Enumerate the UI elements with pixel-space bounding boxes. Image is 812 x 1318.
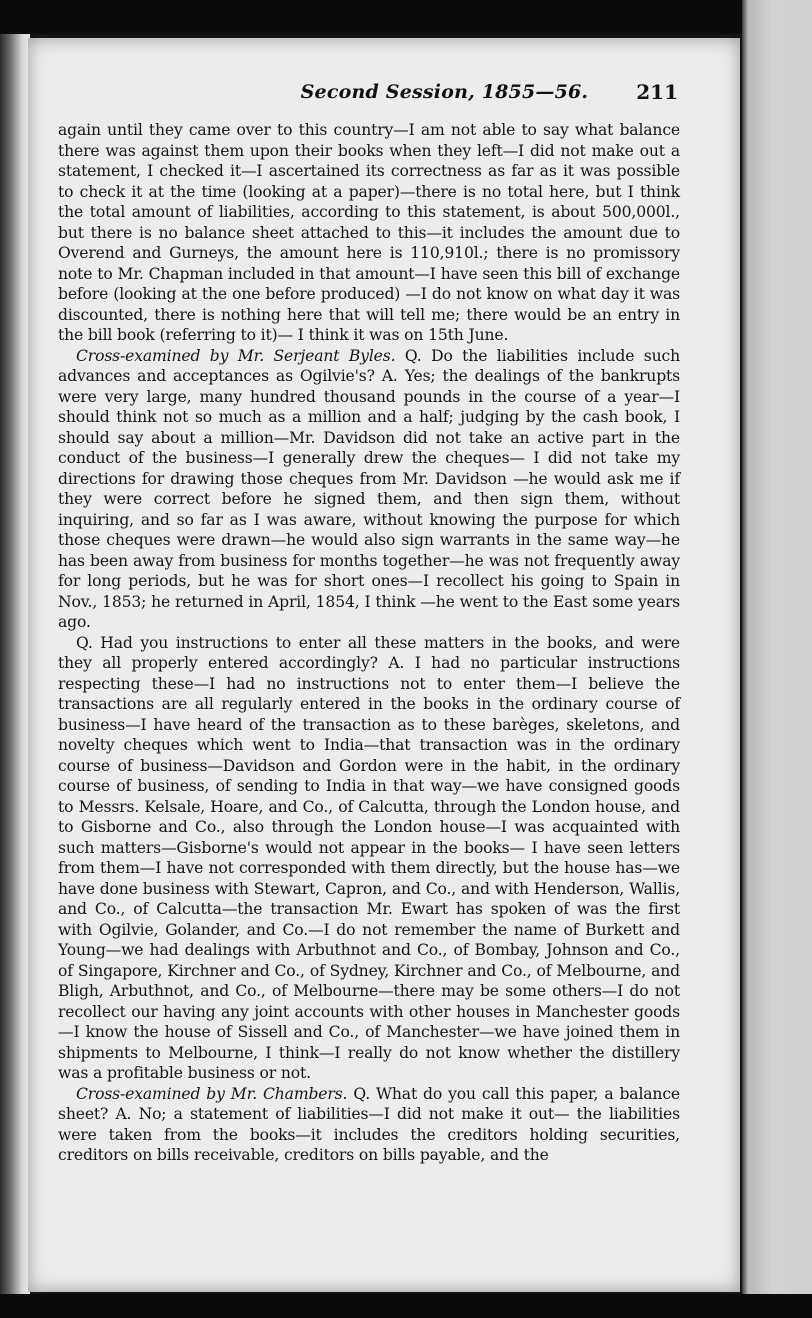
paragraph-1 (58, 120, 680, 346)
facing-page-edge (0, 34, 30, 1294)
paragraph-4 (58, 1084, 680, 1166)
scan-border-right (742, 0, 812, 1318)
paragraph-4-lead: Cross-examined by Mr. Chambers. (76, 1084, 348, 1103)
scan-border-top (0, 0, 812, 34)
paragraph-2-text: Q. Do the liabilities include such advances and acceptances as Ogilvie's? A. Yes; the dealings of the bankrupts were very large, many hundred thousand pounds in the course of a year—I should think not so much as a million and a half; judging by the cash book, I should say about a million—Mr. Davidson did not take an active part in the conduct of the business—I generally drew the cheques— I did not take my directions for drawing those cheques from Mr. Davidson —he would ask me if they were correct before he signed them, and then sign them, without inquiring, and so far as I was aware, without knowing the purpose for which those cheques were drawn—he would also sign warrants in the same way—he has been away from business for months together—he was not frequently away for long periods, but he was for short ones—I recollect his going to Spain in Nov., 1853; he returned in April, 1854, I think —he went to the East some years ago. (58, 346, 681, 631)
body-text (58, 120, 680, 1166)
running-head: Second Session, 1855—56. (300, 81, 589, 103)
paragraph-1-text: again until they came over to this country—I am not able to say what balance there was against them upon their books when they left—I did not make out a statement, I checked it—I ascertained its correctness as far as it was possible to check it at the time (looking at a paper)—there is no total here, but I think the total amount of liabilities, according to this statement, is about 500,000l., but there is no balance sheet attached to this—it includes the amount due to Overend and Gurneys, the amount here is 110,910l.; there is no promissory note to Mr. Chapman included in that amount—I have seen this bill of exchange before (looking at the one before produced) —I do not know on what day it was discounted, there is nothing here that will tell me; there would be an entry in the bill book (referring to it)— I think it was on 15th June. (58, 121, 680, 344)
paragraph-3 (58, 633, 680, 1084)
paragraph-4-text: Q. What do you call this paper, a balance sheet? A. No; a statement of liabilities—I did not make it out— the liabilities were taken from the books—it includes the creditors holding securities, creditors on bills receivable, creditors on bills payable, and the (58, 1084, 680, 1164)
scan-border-bottom (0, 1294, 812, 1318)
page-number: 211 (636, 80, 678, 104)
paragraph-3-text: Q. Had you instructions to enter all these matters in the books, and were they all properly entered accordingly? A. I had no particular instructions respecting these—I had no instructions not to enter them—I believe the transactions are all regularly entered in the books in the ordinary course of business—I have heard of the transaction as to these barèges, skeletons, and novelty cheques which went to India—that transaction was in the ordinary course of business—Davidson and Gordon were in the habit, in the ordinary course of business, of sending to India in that way—we have consigned goods to Messrs. Kelsale, Hoare, and Co., of Calcutta, through the London house, and to Gisborne and Co., also through the London house—I was acquainted with such matters—Gisborne's would not appear in the books— I have seen letters from them—I have not corresponded with them directly, but the house has—we have done business with Stewart, Capron, and Co., and with Henderson, Wallis, and Co., of Calcutta—the transaction Mr. Ewart has spoken of was the first with Ogilvie, Golander, and Co.—I do not remember the name of Burkett and Young—we had dealings with Arbuthnot and Co., of Bombay, Johnson and Co., of Singapore, Kirchner and Co., of Sydney, Kirchner and Co., of Melbourne, and Bligh, Arbuthnot, and Co., of Melbourne—there may be some others—I do not recollect our having any joint accounts with other houses in Manchester goods—I know the house of Sissell and Co., of Manchester—we have joined them in shipments to Melbourne, I think—I really do not know whether the distillery was a profitable business or not. (58, 633, 680, 1082)
paragraph-2 (58, 346, 680, 633)
paragraph-2-lead: Cross-examined by Mr. Serjeant Byles. (76, 346, 396, 365)
page-header (28, 78, 678, 106)
